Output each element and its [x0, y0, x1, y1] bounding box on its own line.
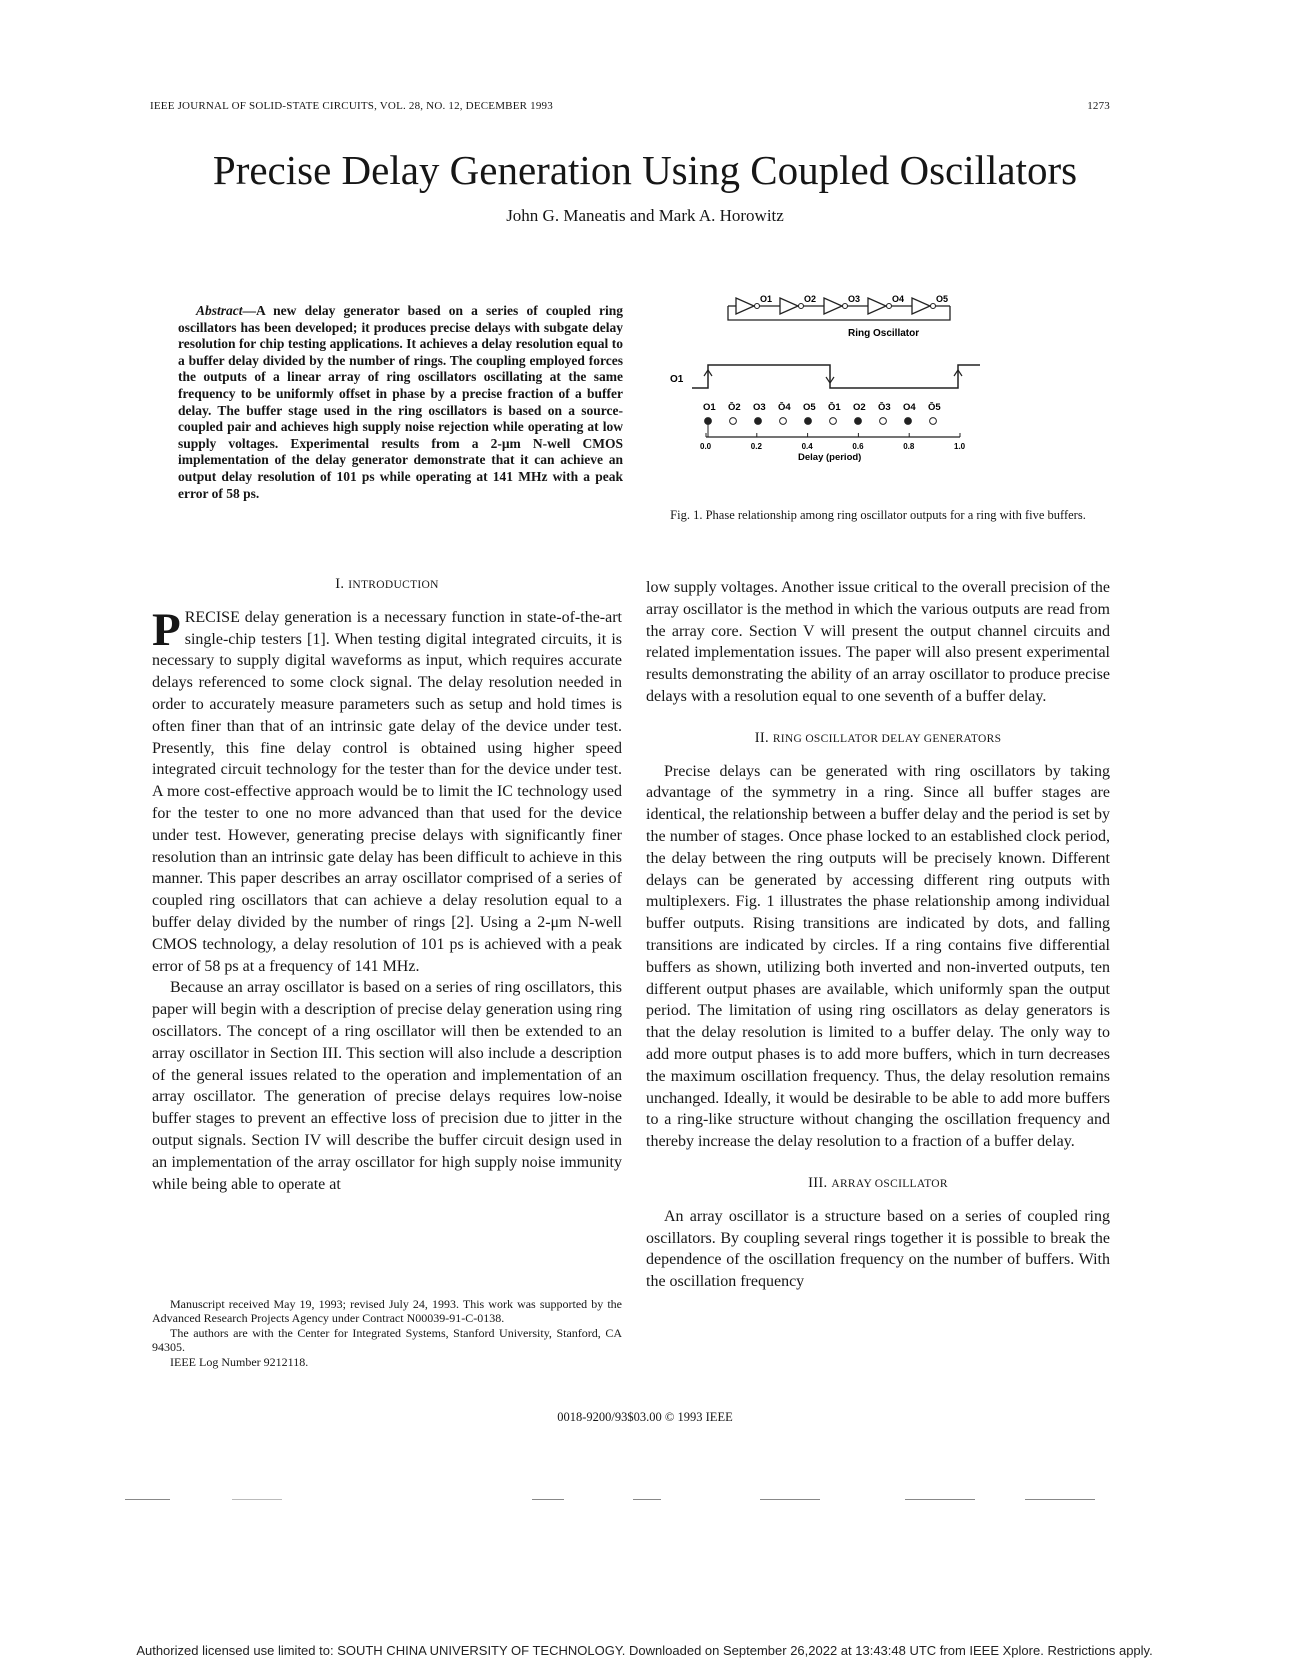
scan-mark — [232, 1499, 282, 1500]
rising-transition-dot — [805, 418, 812, 425]
o1-waveform — [692, 365, 980, 388]
array-paragraph-1: An array oscillator is a structure based on a series of coupled ring oscillators. By coupling several rings together it is possible to break the dependence of the oscillation frequency on the number of buffers. With the oscillation frequency — [646, 1207, 1110, 1291]
scan-mark — [1025, 1499, 1095, 1500]
falling-transition-circle — [730, 418, 737, 425]
download-notice: Authorized licensed use limited to: SOUTH CHINA UNIVERSITY OF TECHNOLOGY. Downloaded on September 26,2022 at 13:43:48 UTC from IEEE Xplore. Restrictions apply. — [136, 1643, 1153, 1658]
scan-mark — [760, 1499, 820, 1500]
axis-tick-label: 0.2 — [750, 442, 762, 451]
buffer-output-label: O1 — [760, 294, 773, 304]
section-title: INTRODUCTION — [348, 579, 439, 591]
inverter-bubble — [931, 304, 936, 309]
section-heading-introduction — [152, 574, 622, 597]
falling-transition-circle — [880, 418, 887, 425]
rising-transition-dot — [755, 418, 762, 425]
rising-transition-dot — [855, 418, 862, 425]
buffer-triangle — [780, 298, 798, 314]
figure-1-diagram — [670, 294, 1060, 500]
abstract-text: —A new delay generator based on a series of coupled ring oscillators has been developed; it produces precise delays with subgate delay resolution for chip testing applications. It achieves a delay resolution equal to a buffer delay divided by the number of rings. The coupling employed forces the outputs of a linear array of ring oscillators oscillating at the same frequency to be uniformly offset in phase by a precise fraction of a buffer delay. The buffer stage used in the ring oscillators is based on a source-coupled pair and achieves high supply noise rejection while operating at low supply voltages. Experimental results from a 2-μm N-well CMOS implementation of the delay generator demonstrate that it can achieve an output delay resolution of 101 ps while operating at 141 MHz with a peak error of 58 ps. — [178, 303, 623, 501]
rising-transition-dot — [905, 418, 912, 425]
running-header — [150, 100, 1110, 118]
buffer-output-label: O5 — [936, 294, 949, 304]
section-number: II. — [754, 729, 773, 746]
abstract-label: Abstract — [196, 303, 243, 318]
ring-oscillator-label: Ring Oscillator — [848, 328, 920, 339]
phase-label: Ō4 — [778, 402, 791, 413]
phase-label: O2 — [853, 402, 866, 413]
axis-tick-label: 0.0 — [700, 442, 712, 451]
inverter-bubble — [887, 304, 892, 309]
left-column — [152, 574, 622, 1195]
paper-title: Precise Delay Generation Using Coupled Oscillators — [212, 147, 1078, 193]
section-number: I. — [335, 576, 349, 592]
axis-tick-label: 0.4 — [801, 442, 813, 451]
phase-label: Ō3 — [878, 402, 891, 413]
inverter-bubble — [799, 304, 804, 309]
buffer-triangle — [912, 298, 930, 314]
intro-paragraph-1 — [152, 603, 622, 978]
right-column — [646, 577, 1110, 1293]
phase-label: O4 — [903, 402, 916, 413]
inverter-bubble — [843, 304, 848, 309]
axis-label: Delay (period) — [798, 452, 862, 463]
drop-cap: P — [152, 603, 181, 656]
ring-paragraph-1: Precise delays can be generated with ring oscillators by taking advantage of the symmetry in a ring. Since all buffer stages are identical, the relationship between a buffer delay and the period is set by the number of stages. Once phase locked to an established clock period, the delay between the ring outputs will be precisely known. Different delays can be generated by accessing different ring outputs with multiplexers. Fig. 1 illustrates the phase relationship among individual buffer outputs. Rising transitions are indicated by dots, and falling transitions are indicated by circles. If a ring contains five differential buffers as shown, utilizing both inverted and non-inverted outputs, ten different output phases are available, which uniformly span the output period. The limitation of using ring oscillators as delay generators is that the delay resolution is limited to a buffer delay. The only way to add more output phases is to add more buffers, which in turn decreases the maximum oscillation frequency. Thus, the delay resolution remains unchanged. Ideally, it would be desirable to be able to add more buffers to a ring-like structure without changing the oscillation frequency and thereby increase the delay resolution to a fraction of a buffer delay. — [646, 762, 1110, 1151]
falling-transition-circle — [830, 418, 837, 425]
phase-label: O1 — [703, 402, 716, 413]
footnote — [152, 1297, 622, 1369]
page-number: 1273 — [1087, 100, 1110, 112]
section-title: ARRAY OSCILLATOR — [831, 1177, 948, 1190]
abstract — [178, 303, 623, 502]
figure-1 — [670, 294, 1060, 500]
footnote-log-number: IEEE Log Number 9212118. — [170, 1354, 309, 1369]
section-number: III. — [808, 1174, 832, 1191]
axis-tick-label: 0.8 — [903, 442, 915, 451]
scan-mark — [125, 1499, 170, 1500]
copyright-line: 0018-9200/93$03.00 © 1993 IEEE — [557, 1410, 733, 1424]
falling-transition-circle — [780, 418, 787, 425]
phase-label: O5 — [803, 402, 816, 413]
section-heading-array-oscillator — [646, 1173, 1110, 1196]
scan-mark — [633, 1499, 661, 1500]
intro-paragraph-3: low supply voltages. Another issue critical to the overall precision of the array oscillator is the method in which the various outputs are read from the array core. Section V will present the output channel circuits and related implementation issues. The paper will also present experimental results demonstrating the ability of an array oscillator to produce precise delays with a resolution equal to one seventh of a buffer delay. — [646, 579, 1110, 705]
buffer-triangle — [824, 298, 842, 314]
footnote-affiliation: The authors are with the Center for Integrated Systems, Stanford University, Stanford, CA 94305. — [152, 1325, 622, 1355]
phase-label: O3 — [753, 402, 766, 413]
paper-authors: John G. Maneatis and Mark A. Horowitz — [506, 206, 784, 225]
buffer-output-label: O3 — [848, 294, 861, 304]
inverter-bubble — [755, 304, 760, 309]
phase-label: Ō2 — [728, 402, 741, 413]
buffer-triangle — [868, 298, 886, 314]
phase-label: Ō5 — [928, 402, 941, 413]
buffer-triangle — [736, 298, 754, 314]
falling-transition-circle — [930, 418, 937, 425]
waveform-label: O1 — [670, 374, 684, 385]
intro-paragraph-1-text: RECISE delay generation is a necessary function in state-of-the-art single-chip testers [1]. When testing digital integrated circuits, it is necessary to supply digital waveforms as input, which requires accurate delays referenced to some clock signal. The delay resolution needed in order to accurately measure parameters such as setup and hold times is often finer than that of an intrinsic gate delay of the device under test. Presently, this fine delay control is obtained using higher speed integrated circuit technology for the tester than for the device under test. A more cost-effective approach would be to limit the IC technology used for the tester to one no more advanced than that used for the device under test. However, generating precise delays with significantly finer resolution than an intrinsic gate delay has been difficult to achieve in this manner. This paper describes an array oscillator comprised of a series of coupled ring oscillators that can achieve a delay resolution equal to a buffer delay divided by the number of rings [2]. Using a 2-μm N-well CMOS technology, a delay resolution of 101 ps is achieved with a peak error of 58 ps at a frequency of 141 MHz. — [152, 608, 622, 975]
axis-tick-label: 0.6 — [852, 442, 864, 451]
phase-label: Ō1 — [828, 402, 841, 413]
axis-tick-label: 1.0 — [954, 442, 966, 451]
footnote-manuscript: Manuscript received May 19, 1993; revised July 24, 1993. This work was supported by the Advanced Research Projects Agency under Contract N00039-91-C-0138. — [152, 1297, 622, 1326]
scan-mark — [905, 1499, 975, 1500]
buffer-output-label: O2 — [804, 294, 817, 304]
section-heading-ring-oscillator — [646, 728, 1110, 751]
scan-mark — [532, 1499, 564, 1500]
intro-paragraph-2: Because an array oscillator is based on a series of ring oscillators, this paper will begin with a description of precise delay generation using ring oscillators. The concept of a ring oscillator will then be extended to an array oscillator in Section III. This section will also include a description of the general issues related to the operation and implementation of an array oscillator. The generation of precise delays requires low-noise buffer stages to prevent an effective loss of precision due to jitter in the output signals. Section IV will describe the buffer circuit design used in an implementation of the array oscillator for high supply noise immunity while being able to operate at — [152, 979, 622, 1193]
buffer-output-label: O4 — [892, 294, 905, 304]
section-title: RING OSCILLATOR DELAY GENERATORS — [772, 732, 1002, 745]
figure-caption: Fig. 1. Phase relationship among ring oscillator outputs for a ring with five buffers. — [670, 508, 1086, 522]
journal-name: IEEE JOURNAL OF SOLID-STATE CIRCUITS, VOL. 28, NO. 12, DECEMBER 1993 — [150, 100, 553, 112]
